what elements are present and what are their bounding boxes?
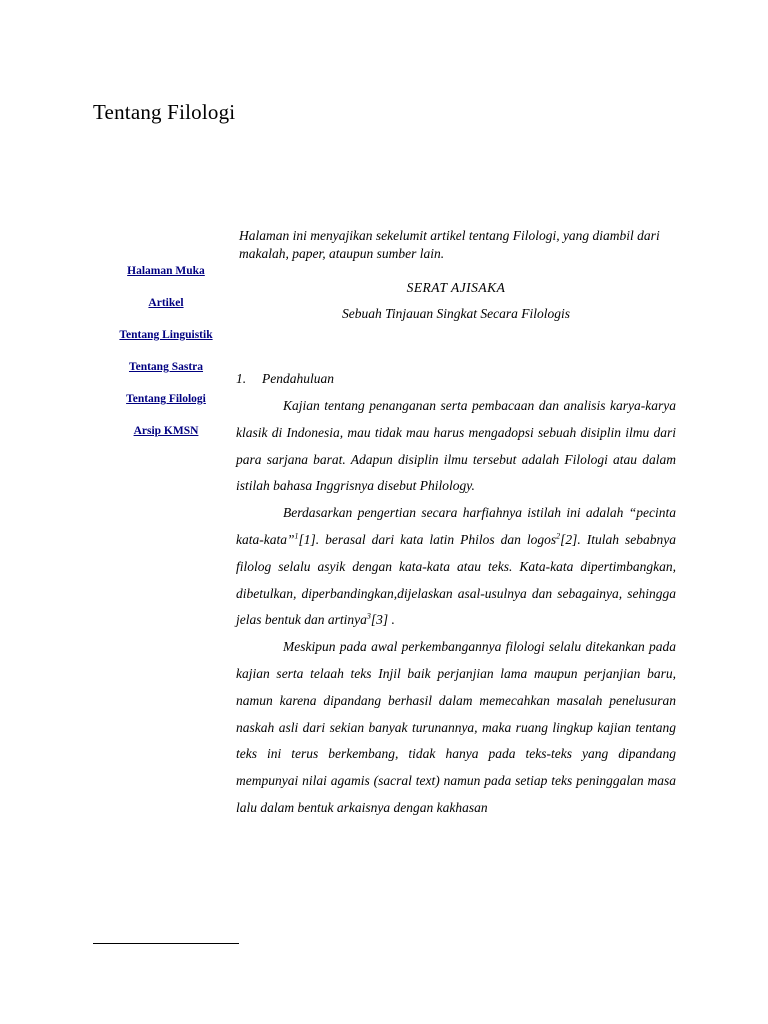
main-content [236,227,676,822]
article-body [236,393,676,822]
paragraph-2 [236,500,676,634]
paragraph-1: Kajian tentang penanganan serta pembacaan dan analisis karya-karya klasik di Indonesia, mau tidak mau harus mengadopsi sebuah disiplin ilmu dari para sarjana barat. Adapun disiplin ilmu tersebut adalah Filologi atau dalam istilah bahasa Inggrisnya disebut Philology. [236,398,676,494]
footnote-ref-2[interactable]: 2 [556,531,561,541]
sidebar-item-tentang-sastra[interactable]: Tentang Sastra [128,361,204,373]
paragraph-3: Meskipun pada awal perkembangannya filologi selalu ditekankan pada kajian serta telaah teks Injil baik perjanjian lama maupun perjanjian baru, namun karena dipandang berhasil dalam memecahkan masalah penelusuran naskah asli dari sekian banyak turunannya, maka ruang lingkup kajian tentang teks ini terus berkembang, tidak hanya pada teks-teks yang dipandang mempunyai nilai agamis (sacral text) namun pada setiap teks peninggalan masa lalu dalam bentuk arkaisnya dengan kakhasan [236,639,676,815]
sidebar-item-tentang-filologi[interactable]: Tentang Filologi [126,393,206,405]
intro-text: Halaman ini menyajikan sekelumit artikel tentang Filologi, yang diambil dari makalah, paper, ataupun sumber lain. [239,228,660,261]
footnote-ref-3[interactable]: 3 [366,611,371,621]
section-heading [236,370,676,388]
paragraph-2-part-d: [3] . [370,612,395,628]
article-subtitle: Sebuah Tinjauan Singkat Secara Filologis [342,306,570,321]
footnote-separator [93,943,239,944]
sidebar-item-halaman-muka[interactable]: Halaman Muka [127,265,205,277]
section-title: Pendahuluan [262,371,334,386]
sidebar-item-tentang-linguistik[interactable]: Tentang Linguistik [119,329,213,341]
paragraph-2-part-a: Berdasarkan pengertian secara harfiahnya istilah ini adalah “pecinta kata-kata” [236,505,676,547]
paragraph-2-part-c: [2]. Itulah sebabnya filolog selalu asyik dengan kata-kata atau teks. Kata-kata dipertimbangkan, dibetulkan, diperbandingkan,dijelaskan asal-usulnya dan sebagainya, sehingga jelas bentuk dan artinya [236,531,677,628]
paragraph-2-part-b: [1]. berasal dari kata latin Philos dan logos [298,531,557,547]
footnote-ref-1[interactable]: 1 [294,531,299,541]
article-title: SERAT AJISAKA [406,280,506,295]
sidebar-item-artikel[interactable]: Artikel [148,297,184,309]
sidebar-nav [100,262,232,454]
section-number: 1. [236,371,247,386]
sidebar-item-arsip-kmsn[interactable]: Arsip KMSN [133,425,199,437]
page-title: Tentang Filologi [93,100,236,124]
